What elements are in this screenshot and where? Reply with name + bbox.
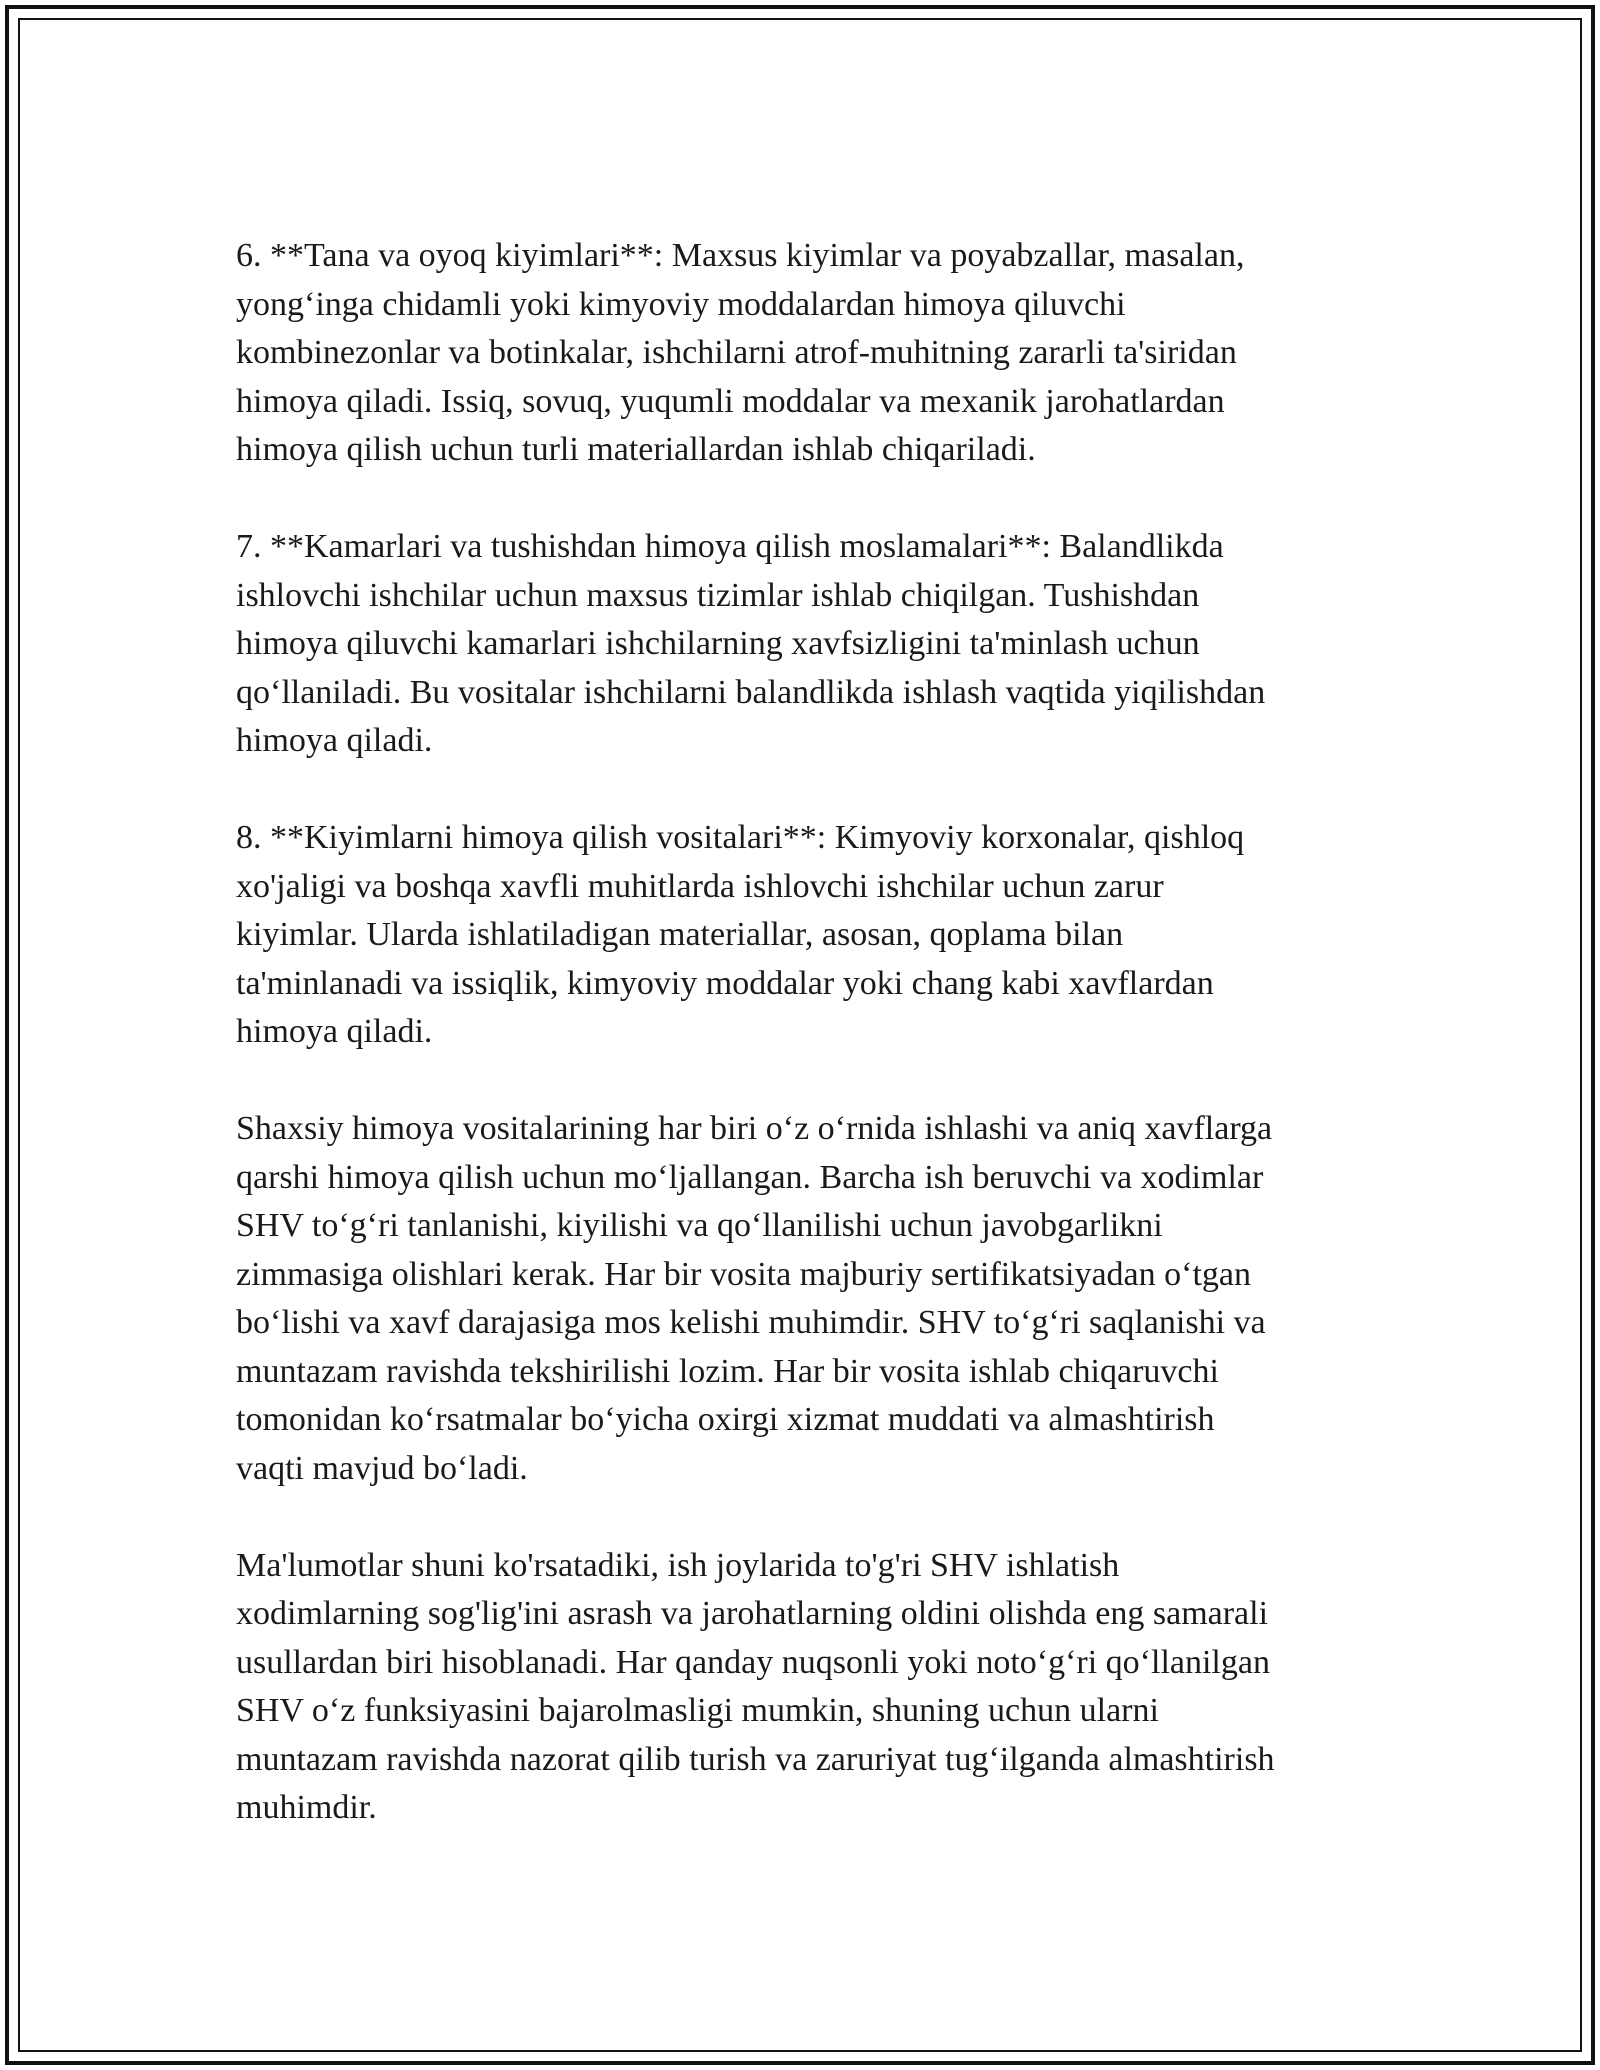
text-line: ishlovchi ishchilar uchun maxsus tizimlar ishlab chiqilgan. Tushishdan	[236, 576, 1200, 614]
text-line: ta'minlanadi va issiqlik, kimyoviy moddalar yoki chang kabi xavflardan	[236, 964, 1214, 1002]
text-line: Shaxsiy himoya vositalarining har biri o‘z o‘rnida ishlashi va aniq xavflarga	[236, 1110, 1273, 1147]
paragraph-ppe-conclusion	[236, 1542, 1366, 1833]
text-line: xo'jaligi va boshqa xavfli muhitlarda ishlovchi ishchilar uchun zarur	[236, 867, 1164, 905]
text-line: qo‘llaniladi. Bu vositalar ishchilarni balandlikda ishlash vaqtida yiqilishdan	[236, 673, 1266, 711]
text-line: SHV o‘z funksiyasini bajarolmasligi mumkin, shuning uchun ularni	[236, 1692, 1159, 1729]
text-line: SHV to‘g‘ri tanlanishi, kiyilishi va qo‘llanilishi uchun javobgarlikni	[236, 1207, 1163, 1244]
text-line: tomonidan ko‘rsatmalar bo‘yicha oxirgi xizmat muddati va almashtirish	[236, 1401, 1215, 1438]
paragraph-item-6-body-and-foot-wear	[236, 232, 1366, 475]
text-line: 7. **Kamarlari va tushishdan himoya qilish moslamalari**: Balandlikda	[236, 528, 1224, 565]
text-line: 8. **Kiyimlarni himoya qilish vositalari**: Kimyoviy korxonalar, qishloq	[236, 819, 1245, 856]
text-line: muhimdir.	[236, 1789, 377, 1826]
text-line: Ma'lumotlar shuni ko'rsatadiki, ish joylarida to'g'ri SHV ishlatish	[236, 1546, 1120, 1584]
text-line: zimmasiga olishlari kerak. Har bir vosita majburiy sertifikatsiyadan o‘tgan	[236, 1255, 1251, 1293]
document-body	[236, 232, 1366, 1881]
text-line: himoya qiladi.	[236, 722, 433, 759]
text-line: xodimlarning sog'lig'ini asrash va jarohatlarning oldini olishda eng samarali	[236, 1595, 1269, 1632]
paragraph-item-8-protective-clothing	[236, 814, 1366, 1057]
text-line: vaqti mavjud bo‘ladi.	[236, 1449, 528, 1487]
paragraph-item-7-fall-protection	[236, 523, 1366, 766]
text-line: usullardan biri hisoblanadi. Har qanday nuqsonli yoki noto‘g‘ri qo‘llanilgan	[236, 1643, 1270, 1681]
text-line: himoya qiladi.	[236, 1013, 433, 1050]
text-line: qarshi himoya qilish uchun mo‘ljallangan. Barcha ish beruvchi va xodimlar	[236, 1158, 1264, 1196]
text-line: yong‘inga chidamli yoki kimyoviy moddalardan himoya qiluvchi	[236, 285, 1126, 323]
paragraph-ppe-responsibility	[236, 1105, 1366, 1493]
text-line: kiyimlar. Ularda ishlatiladigan materiallar, asosan, qoplama bilan	[236, 916, 1124, 953]
text-line: bo‘lishi va xavf darajasiga mos kelishi muhimdir. SHV to‘g‘ri saqlanishi va	[236, 1304, 1266, 1341]
text-line: muntazam ravishda tekshirilishi lozim. Har bir vosita ishlab chiqaruvchi	[236, 1352, 1219, 1390]
text-line: himoya qilish uchun turli materiallardan ishlab chiqariladi.	[236, 431, 1036, 468]
text-line: himoya qiladi. Issiq, sovuq, yuqumli moddalar va mexanik jarohatlardan	[236, 382, 1225, 420]
text-line: himoya qiluvchi kamarlari ishchilarning xavfsizligini ta'minlash uchun	[236, 625, 1200, 662]
text-line: 6. **Tana va oyoq kiyimlari**: Maxsus kiyimlar va poyabzallar, masalan,	[236, 237, 1245, 274]
text-line: kombinezonlar va botinkalar, ishchilarni atrof-muhitning zararli ta'siridan	[236, 334, 1237, 371]
text-line: muntazam ravishda nazorat qilib turish va zaruriyat tug‘ilganda almashtirish	[236, 1740, 1275, 1778]
